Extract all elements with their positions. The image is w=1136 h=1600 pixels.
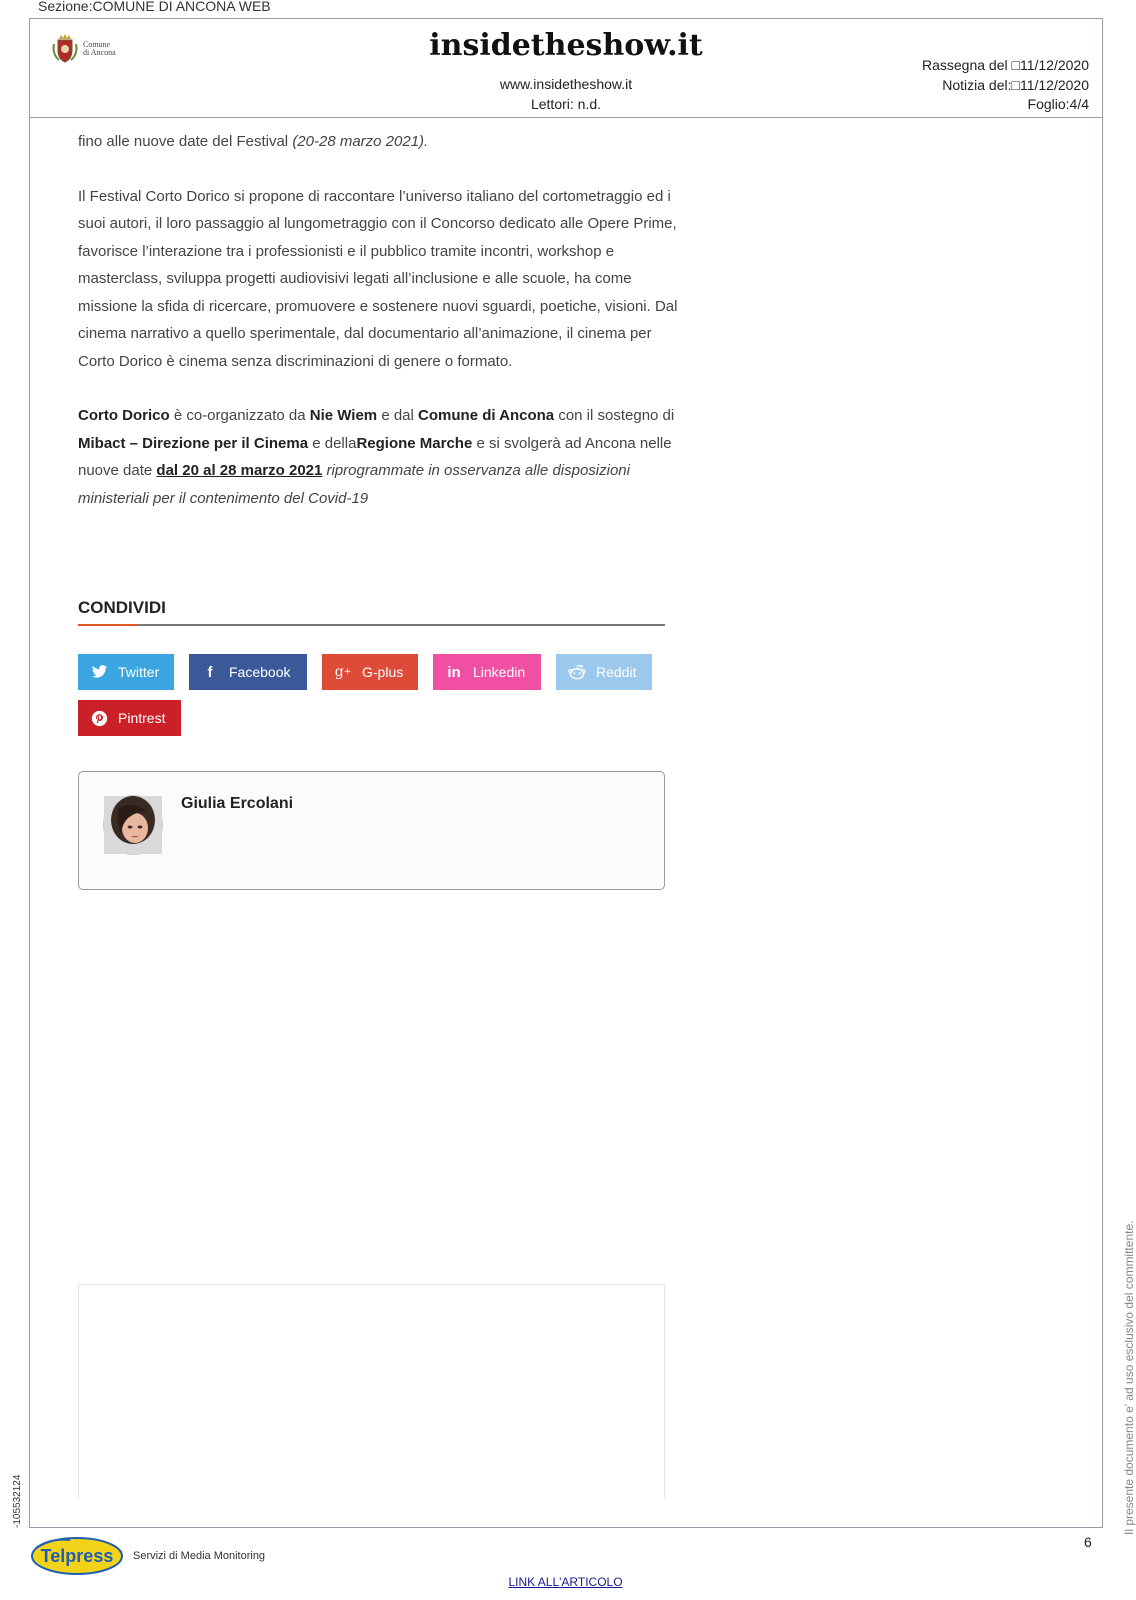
foglio-number: Foglio:4/4 [1027, 96, 1089, 112]
pinterest-label: Pintrest [118, 710, 166, 726]
telpress-tagline: Servizi di Media Monitoring [133, 1550, 266, 1562]
site-title: insidetheshow.it [429, 28, 703, 63]
rassegna-date: Rassegna del □11/12/2020 [922, 57, 1089, 73]
logo-text-line1: Comune [83, 40, 111, 49]
twitter-icon [90, 663, 108, 681]
pinterest-icon [90, 709, 108, 727]
document-code: -105532124 [12, 1474, 23, 1528]
text-run: è co-organizzato da [169, 407, 310, 424]
document-header [29, 18, 1103, 118]
page-number: 6 [1084, 1534, 1092, 1550]
bold-mibact: Mibact – Direzione per il Cinema [78, 434, 309, 452]
section-label: Sezione:COMUNE DI ANCONA WEB [38, 0, 271, 14]
facebook-icon: f [207, 663, 213, 681]
bold-comune: Comune di Ancona [418, 407, 555, 424]
disclaimer-vertical: Il presente documento e' ad uso esclusivo del committente. [1122, 1220, 1136, 1535]
paragraph-1 [78, 128, 678, 156]
gplus-label: G-plus [362, 664, 404, 680]
linkedin-share-button[interactable] [433, 654, 541, 690]
paragraph-2: Il Festival Corto Dorico si propone di raccontare l’universo italiano del cortometraggio ed i suoi autori, il loro passaggio al lungometraggio con il Concorso dedicato alle Opere Prime, favorisce l’interazione tra i professionisti e il pubblico tramite incontri, workshop e masterclass, sviluppa progetti audiovisivi legati all’inclusione e alle scuole, ha come missione la sfida di ricercare, promuovere e sostenere nuovi sguardi, poetiche, visioni. Dal cinema narrativo a quello sperimentale, dal documentario all’animazione, il cinema per Corto Dorico è cinema senza discriminazioni di genere o formato. [78, 187, 678, 370]
author-name: Giulia Ercolani [181, 795, 294, 812]
linkedin-icon: in [447, 663, 461, 681]
paragraph-1-dates: (20-28 marzo 2021). [292, 133, 429, 150]
document-meta [922, 56, 1089, 115]
article-link[interactable]: LINK ALL'ARTICOLO [508, 1575, 623, 1589]
festival-dates-link[interactable]: dal 20 al 28 marzo 2021 [156, 462, 323, 479]
share-title: CONDIVIDI [78, 598, 166, 617]
site-url: www.insidetheshow.it [499, 76, 633, 92]
reddit-label: Reddit [596, 664, 637, 680]
italic-covid-note: riprogrammate in osservanza alle disposizioni ministeriali per il contenimento del Covid-19 [78, 462, 630, 507]
reddit-share-button[interactable] [556, 654, 652, 690]
author-box [78, 771, 665, 890]
text-run: con il sostegno di [554, 407, 675, 424]
bold-nie-wiem: Nie Wiem [309, 407, 378, 424]
share-divider [78, 624, 665, 626]
facebook-share-button[interactable] [189, 654, 307, 690]
paragraph-3 [78, 402, 678, 512]
bold-regione: Regione Marche [356, 434, 473, 452]
pinterest-share-button[interactable] [78, 700, 181, 736]
author-avatar [103, 795, 163, 855]
twitter-label: Twitter [118, 664, 160, 680]
paragraph-1-text: fino alle nuove date del Festival [78, 133, 293, 150]
notizia-date: Notizia del:□11/12/2020 [942, 76, 1089, 93]
share-divider-accent [78, 624, 138, 626]
reddit-icon [568, 663, 586, 681]
article-body [78, 128, 678, 539]
text-run: e si svolgerà ad Ancona nelle nuove date [78, 434, 672, 479]
empty-embed-area [78, 1284, 665, 1499]
linkedin-label: Linkedin [473, 664, 526, 680]
facebook-label: Facebook [229, 664, 291, 680]
twitter-share-button[interactable] [78, 654, 174, 690]
logo-text-line2: di Ancona [83, 48, 116, 57]
bold-corto-dorico: Corto Dorico [78, 407, 170, 424]
text-run: e della [308, 434, 357, 452]
telpress-text: Telpress [40, 1546, 114, 1566]
readers-count: Lettori: n.d. [530, 96, 602, 112]
google-plus-icon: g + [334, 664, 352, 680]
text-run: e dal [377, 407, 419, 424]
gplus-share-button[interactable] [322, 654, 418, 690]
